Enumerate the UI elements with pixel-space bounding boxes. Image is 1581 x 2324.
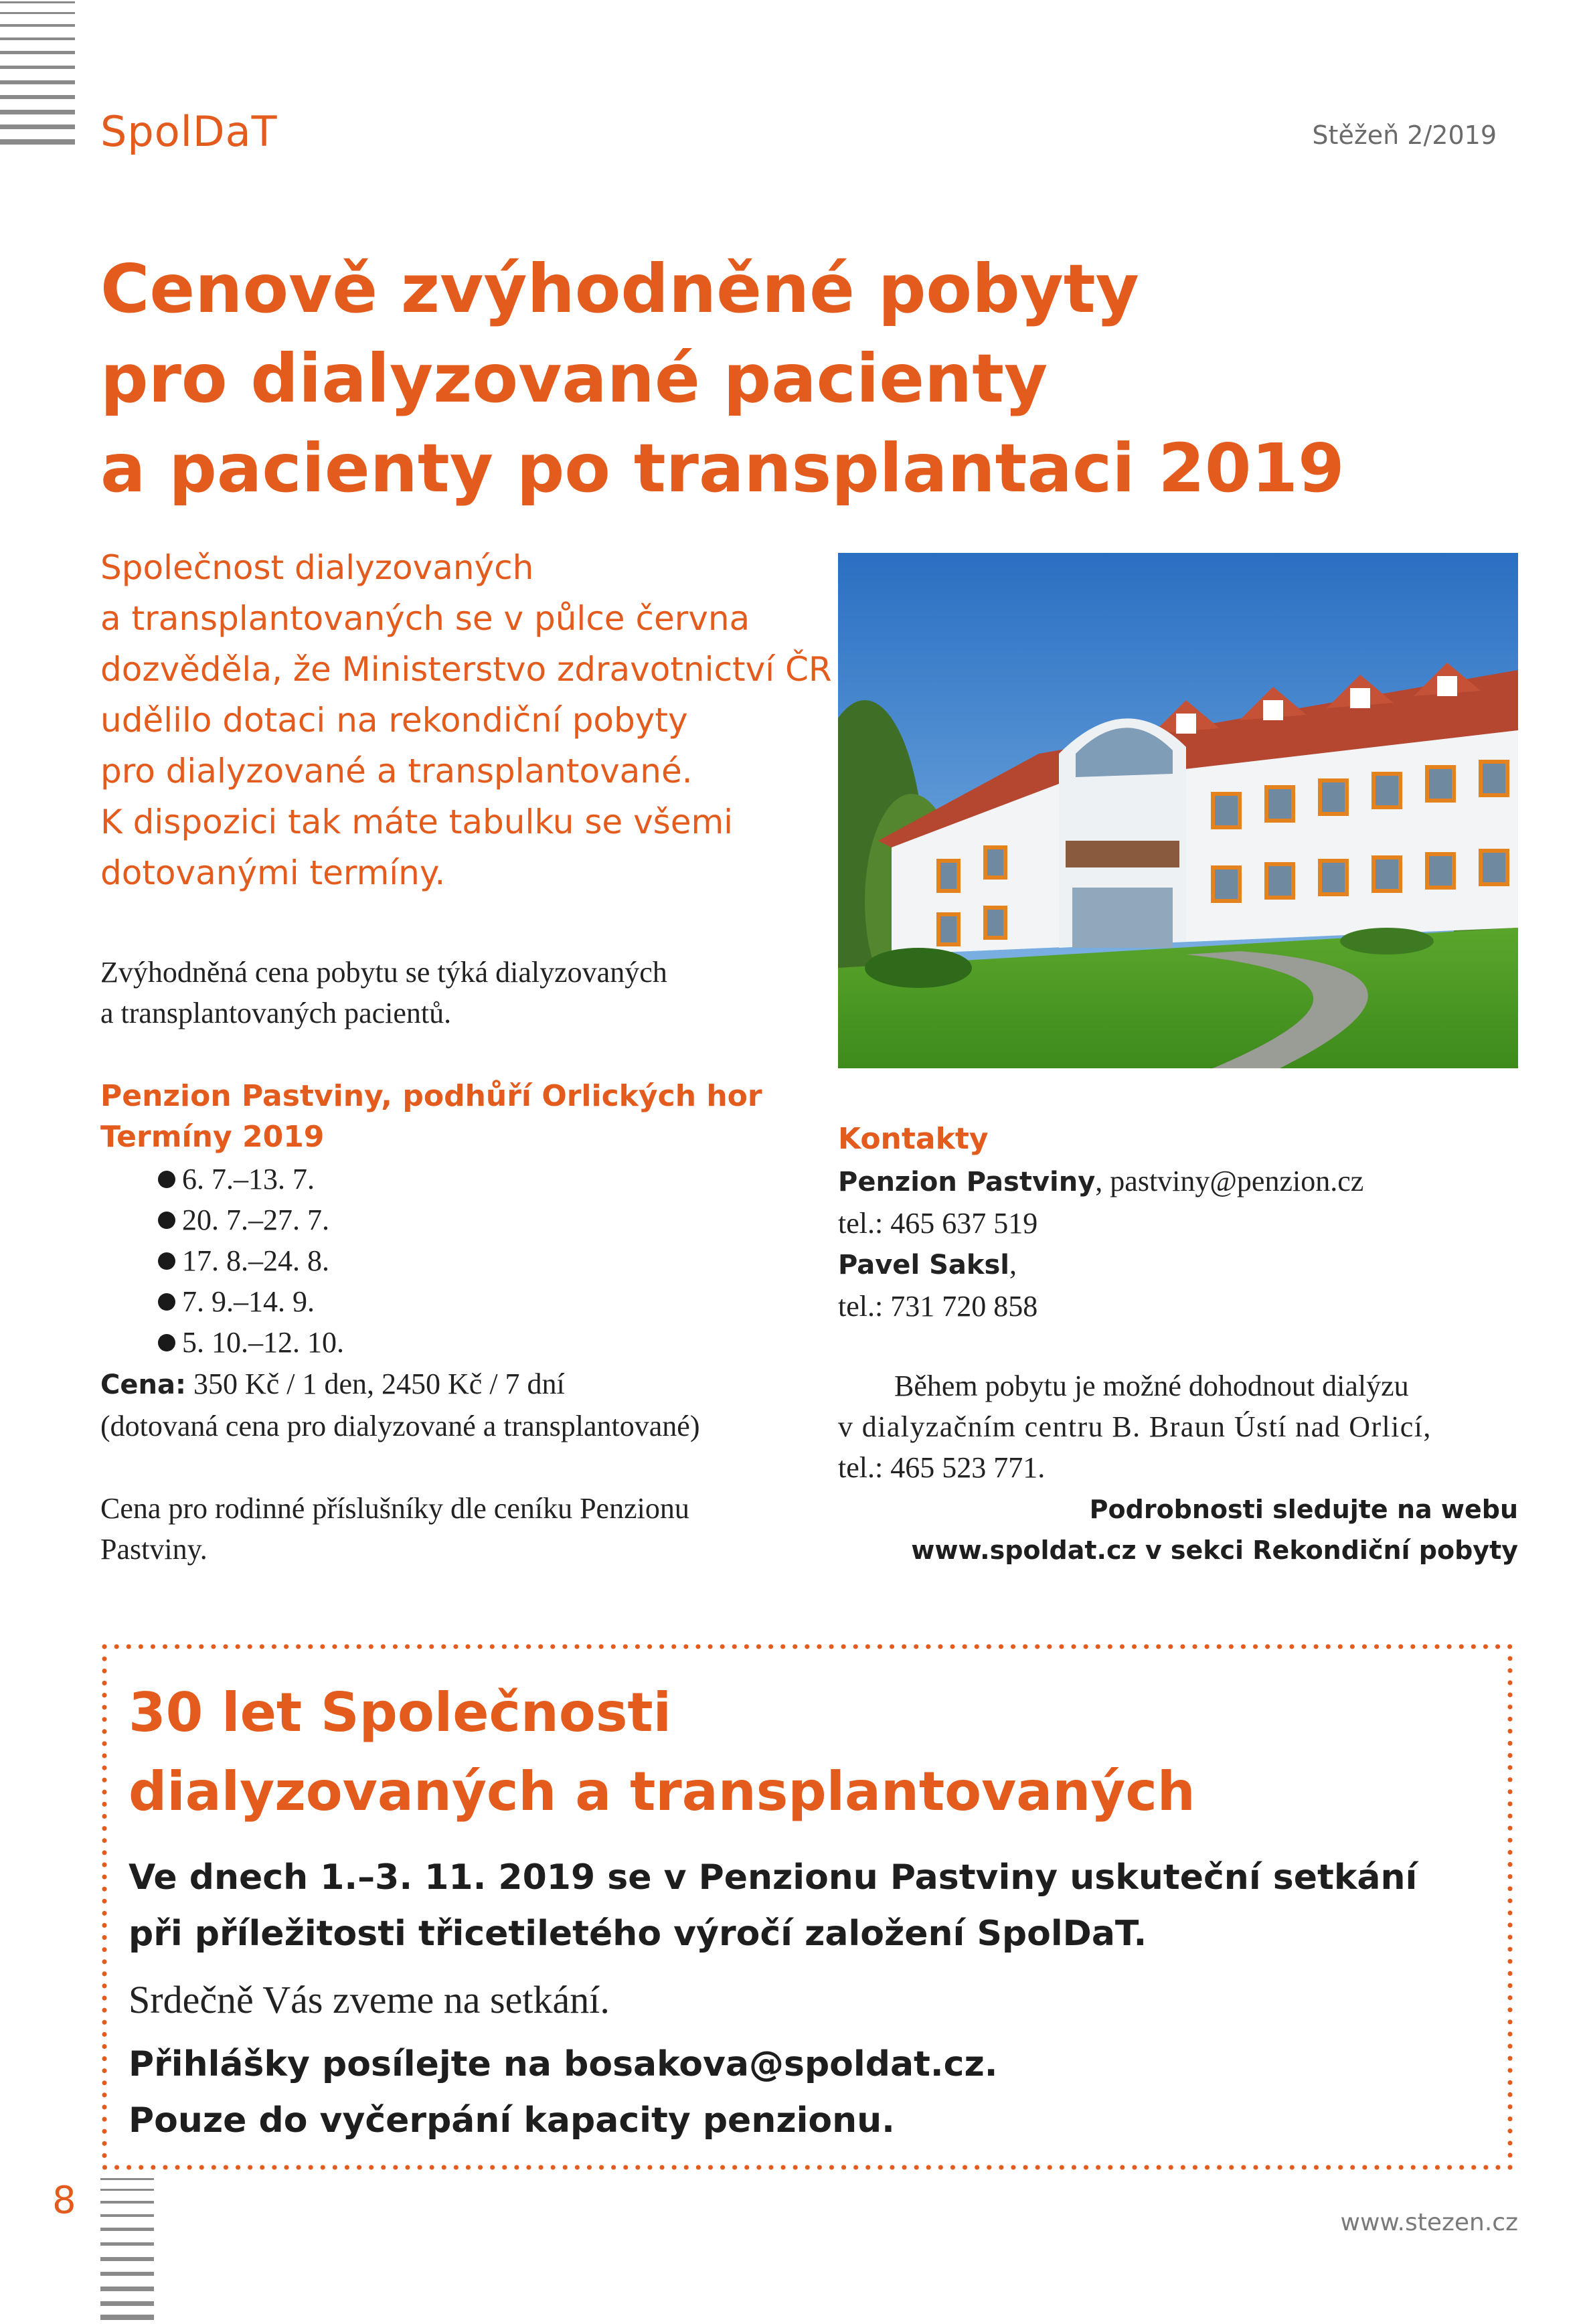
title-line: a pacienty po transplantaci 2019 (100, 429, 1345, 507)
term-date: 5. 10.–12. 10. (182, 1326, 344, 1359)
intro-line: a transplantovaných pacientů. (100, 997, 452, 1029)
footer-website: www.stezen.cz (1340, 2209, 1518, 2236)
list-item (158, 1159, 344, 1199)
person-contact-line (838, 1244, 1363, 1286)
event-title-line: 30 let Společnosti (129, 1681, 672, 1744)
event-invite: Srdečně Vás zveme na setkání. (129, 1978, 610, 2021)
person-phone: tel.: 731 720 858 (838, 1290, 1038, 1323)
event-title (129, 1673, 1195, 1831)
dialysis-line: Během pobytu je možné dohodnout dialýzu (894, 1370, 1409, 1402)
article-lead (100, 542, 832, 898)
dialysis-paragraph (838, 1365, 1518, 1488)
bullet-icon (158, 1334, 175, 1351)
person-name: Pavel Saksl (838, 1250, 1009, 1280)
dialysis-line: v dialyzačním centru B. Braun Ústí nad Orlicí, (838, 1410, 1432, 1443)
lead-line: udělilo dotaci na rekondiční pobyty (100, 701, 688, 740)
venue-heading-block (100, 1076, 762, 1157)
event-apply-line: Přihlášky posílejte na bosakova@spoldat.cz. (129, 2044, 998, 2084)
header-stripes-logo (0, 0, 75, 149)
price-value: 350 Kč / 1 den, 2450 Kč / 7 dní (185, 1367, 565, 1400)
lead-line: pro dialyzované a transplantované. (100, 752, 693, 791)
list-item (158, 1240, 344, 1281)
term-date: 6. 7.–13. 7. (182, 1163, 315, 1195)
penzion-contact-line (838, 1161, 1363, 1203)
contacts-heading: Kontakty (838, 1122, 989, 1156)
price-block (100, 1363, 700, 1446)
event-lead-line: Ve dnech 1.–3. 11. 2019 se v Penzionu Pastviny uskuteční setkání (129, 1857, 1418, 1898)
event-title-line: dialyzovaných a transplantovaných (129, 1760, 1195, 1823)
title-line: pro dialyzované pacienty (100, 339, 1048, 418)
venue-heading: Penzion Pastviny, podhůří Orlických hor (100, 1079, 762, 1113)
event-lead-line: při příležitosti třicetiletého výročí založení SpolDaT. (129, 1914, 1147, 1954)
list-item (158, 1322, 344, 1363)
bullet-icon (158, 1171, 175, 1188)
list-item (158, 1281, 344, 1322)
dialysis-line: tel.: 465 523 771. (838, 1451, 1046, 1484)
intro-paragraph (100, 952, 667, 1033)
term-date: 7. 9.–14. 9. (182, 1285, 315, 1318)
intro-line: Zvýhodněná cena pobytu se týká dialyzovaných (100, 956, 667, 989)
price-line (100, 1363, 700, 1406)
issue-label: Stěžeň 2/2019 (1312, 120, 1497, 150)
penzion-phone: tel.: 465 637 519 (838, 1207, 1038, 1240)
term-date: 17. 8.–24. 8. (182, 1244, 329, 1277)
bullet-icon (158, 1252, 175, 1270)
bullet-icon (158, 1212, 175, 1229)
event-lead (129, 1849, 1417, 1962)
details-line: www.spoldat.cz v sekci Rekondiční pobyty (911, 1536, 1518, 1565)
family-price-paragraph (100, 1488, 689, 1570)
title-line: Cenově zvýhodněné pobyty (100, 250, 1139, 328)
lead-line: a transplantovaných se v půlce června (100, 599, 750, 638)
details-line: Podrobnosti sledujte na webu (1089, 1495, 1518, 1524)
family-line: Cena pro rodinné příslušníky dle ceníku Penzionu (100, 1492, 689, 1525)
lead-line: dotovanými termíny. (100, 853, 446, 892)
lead-line: dozvěděla, že Ministerstvo zdravotnictví ČR (100, 650, 832, 689)
terms-heading: Termíny 2019 (100, 1120, 325, 1154)
contacts-block (838, 1161, 1363, 1327)
details-note (911, 1489, 1518, 1571)
penzion-name: Penzion Pastviny (838, 1167, 1096, 1197)
lead-line: Společnost dialyzovaných (100, 548, 534, 587)
bullet-icon (158, 1293, 175, 1311)
term-date: 20. 7.–27. 7. (182, 1204, 329, 1236)
guesthouse-photo (838, 553, 1518, 1068)
penzion-email: , pastviny@penzion.cz (1095, 1165, 1364, 1197)
brand-name: SpolDaT (100, 107, 278, 156)
footer-stripes-logo (100, 2175, 154, 2324)
list-item (158, 1199, 344, 1240)
terms-list (158, 1159, 344, 1363)
page-number: 8 (52, 2179, 76, 2222)
price-label: Cena: (100, 1370, 186, 1400)
price-note: (dotovaná cena pro dialyzované a transplantované) (100, 1410, 700, 1442)
lead-line: K dispozici tak máte tabulku se všemi (100, 803, 734, 841)
event-application (129, 2036, 998, 2149)
family-line: Pastviny. (100, 1533, 207, 1566)
person-comma: , (1009, 1248, 1017, 1280)
article-title (100, 244, 1345, 513)
event-apply-line: Pouze do vyčerpání kapacity penzionu. (129, 2100, 895, 2141)
